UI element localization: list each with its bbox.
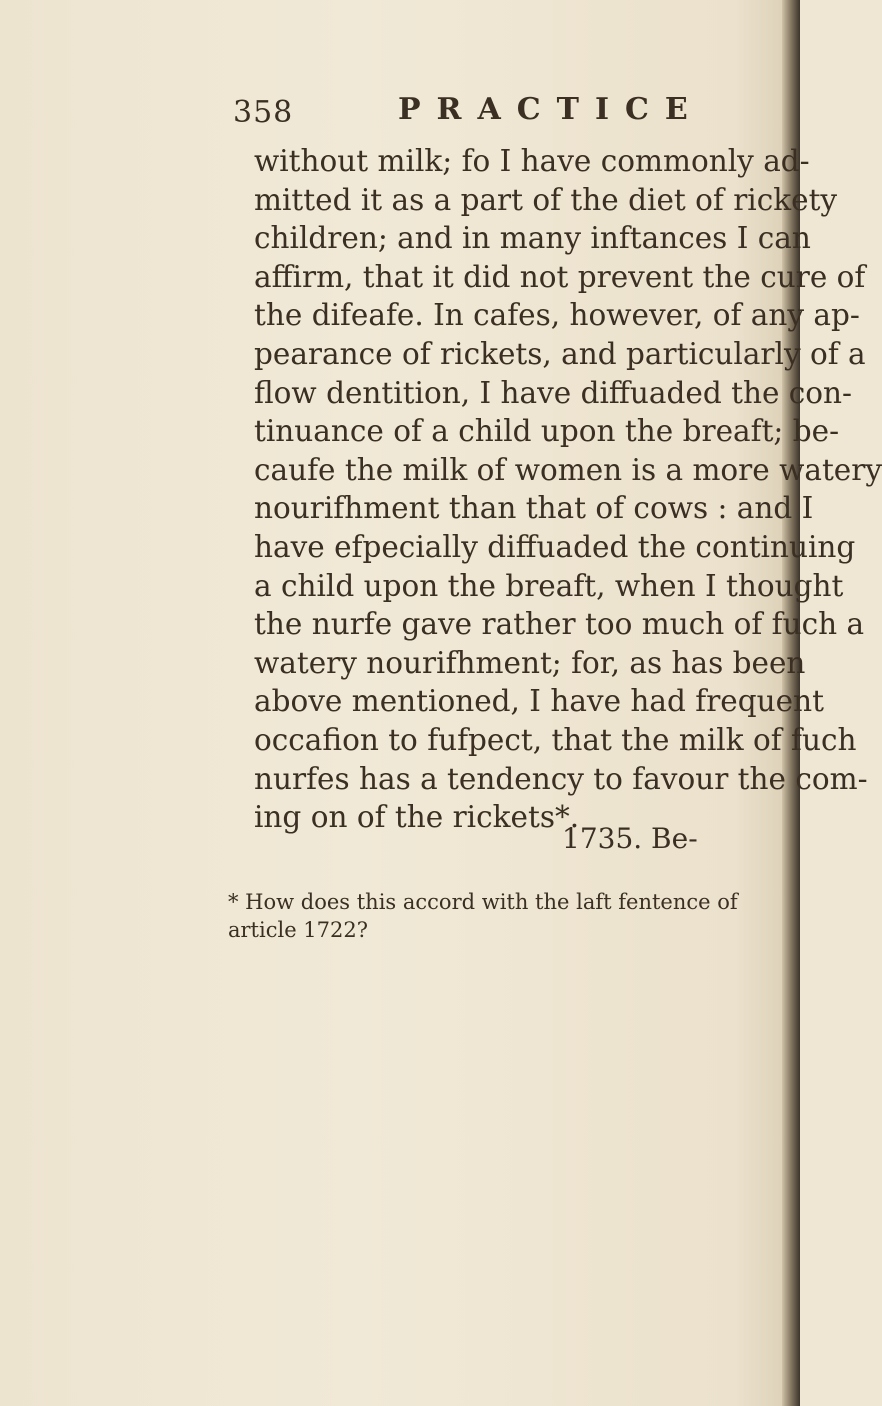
text-line: tinuance of a child upon the breaft; be- (254, 414, 840, 449)
text-line: nourifhment than that of cows : and I (254, 491, 814, 526)
text-line: without milk; fo I have commonly ad- (254, 144, 810, 178)
text-line: mitted it as a part of the diet of rickety (254, 182, 838, 217)
footnote-line: article 1722? (228, 918, 368, 942)
text-line: nurfes has a tendency to favour the com- (254, 761, 868, 796)
text-line: flow dentition, I have diffuaded the con- (254, 375, 853, 410)
text-line: pearance of rickets, and particularly of a (254, 336, 866, 371)
page-number: 358 (233, 95, 294, 130)
footnote (228, 888, 794, 944)
running-head: PRACTICE (398, 92, 704, 127)
footnote-line: * How does this accord with the laft fentence of (228, 890, 738, 914)
text-line: above mentioned, I have had frequent (254, 684, 824, 719)
catchword: 1735. Be- (562, 822, 698, 855)
text-line: the difeafe. In cafes, however, of any ap- (254, 298, 860, 333)
text-line: watery nourifhment; for, as has been (254, 645, 806, 680)
text-line: caufe the milk of women is a more watery (254, 452, 882, 487)
text-line: the nurfe gave rather too much of fuch a (254, 607, 865, 642)
text-line: have efpecially diffuaded the continuing (254, 529, 856, 564)
text-line: ing on of the rickets*. (254, 800, 580, 835)
body-text (254, 142, 882, 837)
text-line: children; and in many inftances I can (254, 221, 811, 256)
text-line: a child upon the breaft, when I thought (254, 568, 844, 603)
text-line: occafion to fufpect, that the milk of fuch (254, 722, 857, 757)
text-line: affirm, that it did not prevent the cure of (254, 259, 866, 294)
